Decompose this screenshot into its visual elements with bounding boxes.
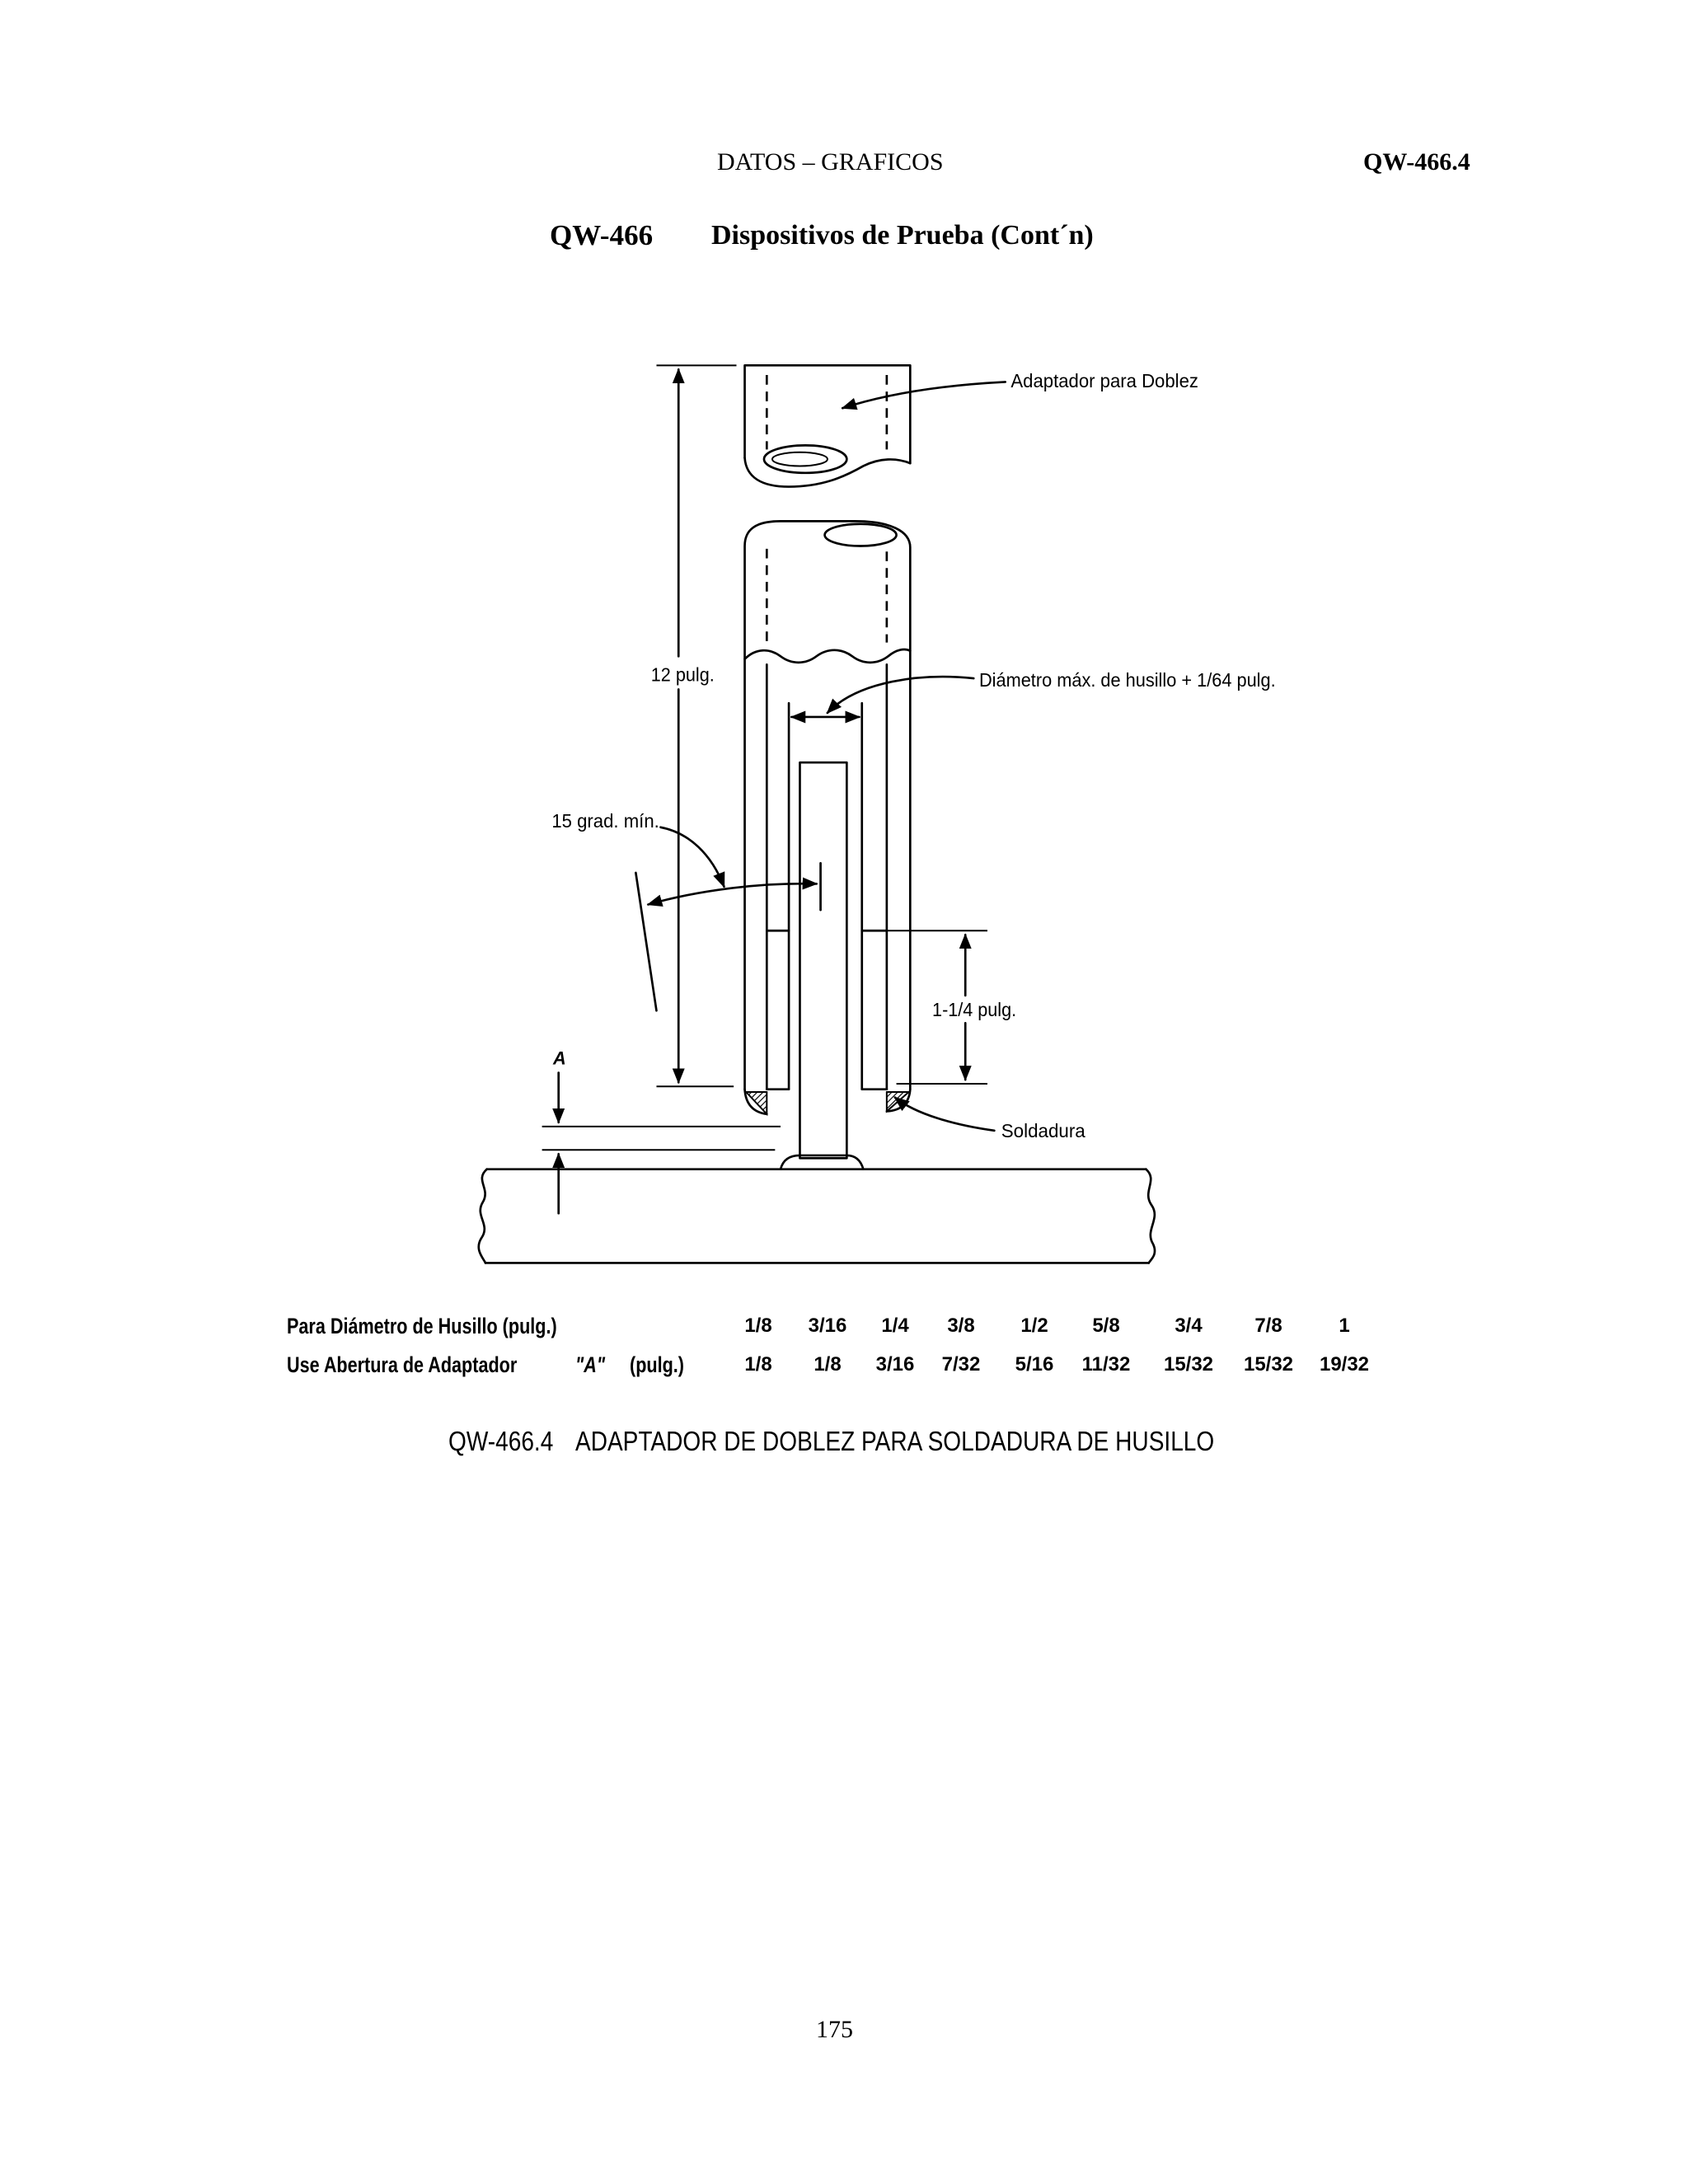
table-cell: 3/16 [875,1353,915,1376]
header-section-title: DATOS – GRAFICOS [717,148,944,176]
table-cell: 19/32 [1319,1353,1370,1376]
adapter-bevel-end [745,457,911,486]
bend-adapter-lower [745,521,911,1113]
table-cell: 1/8 [744,1315,772,1337]
adapter-label-leader [842,382,1005,408]
plate-break-left [479,1169,487,1263]
table-cell: 3/16 [808,1315,847,1337]
page-title-code: QW-466 [550,219,654,251]
table-cell: 11/32 [1081,1353,1131,1376]
adapter-label: Adaptador para Doblez [1010,370,1198,392]
bend-adapter-upper [745,365,911,486]
header-section-code: QW-466.4 [1363,148,1470,176]
angle-label-leader [660,827,724,887]
length-label: 12 pulg. [650,663,715,686]
table-row2-label-unit: (pulg.) [630,1352,684,1377]
table-cell: 1/8 [814,1353,842,1376]
angle-label: 15 grad. mín. [551,809,659,832]
stud [781,762,863,1169]
diameter-label: Diámetro máx. de husillo + 1/64 pulg. [978,669,1276,691]
opening-label: A [553,1047,566,1069]
tube-break-line [745,649,911,663]
table-cell: 1/2 [1020,1315,1048,1337]
figure-caption: ADAPTADOR DE DOBLEZ PARA SOLDADURA DE HUSILLO [575,1426,1215,1456]
table-cell: 7/32 [941,1353,981,1376]
figure-caption-code: QW-466.4 [448,1426,554,1456]
adapter-outline [745,365,911,463]
adapter-bore-inner [772,452,828,466]
table-cell: 1/4 [881,1315,909,1337]
plate-break-right [1146,1169,1155,1263]
tube-corner-right [887,1090,910,1112]
tube-top-bore [825,524,897,546]
page-title: Dispositivos de Prueba (Cont´n) [711,220,1094,251]
adapter-bore-outer [764,445,846,472]
table-row2-label: Use Abertura de Adaptador [287,1352,518,1377]
weld-fillet-right [887,1092,909,1111]
table-cell: 3/8 [947,1315,975,1337]
tube-corner-left [745,1090,767,1114]
table-cell: 15/32 [1163,1353,1214,1376]
angle-reference-line [635,873,656,1010]
stud-body [799,762,846,1158]
diameter-label-leader [828,677,973,713]
table-cell: 3/4 [1175,1315,1203,1337]
weld-fillet-left [746,1092,767,1114]
table-row1-label: Para Diámetro de Husillo (pulg.) [287,1314,557,1338]
angle-arc [648,883,816,904]
base-plate [479,1169,1155,1263]
table-cell: 5/8 [1092,1315,1120,1337]
page-number: 175 [816,2016,853,2043]
table-cell: 7/8 [1254,1315,1282,1337]
tube-outer-outline [745,521,911,1089]
table-cell: 1/8 [744,1353,772,1376]
stud-base-weld [781,1155,863,1169]
table-cell: 15/32 [1243,1353,1294,1376]
table-cell: 1 [1339,1315,1350,1337]
weld-label: Soldadura [1001,1120,1086,1142]
weld-label-leader [895,1098,994,1131]
table-row2-label-symbol: "A" [575,1352,606,1377]
table-cell: 5/16 [1015,1353,1054,1376]
slot-length-label: 1-1/4 pulg. [932,998,1017,1020]
